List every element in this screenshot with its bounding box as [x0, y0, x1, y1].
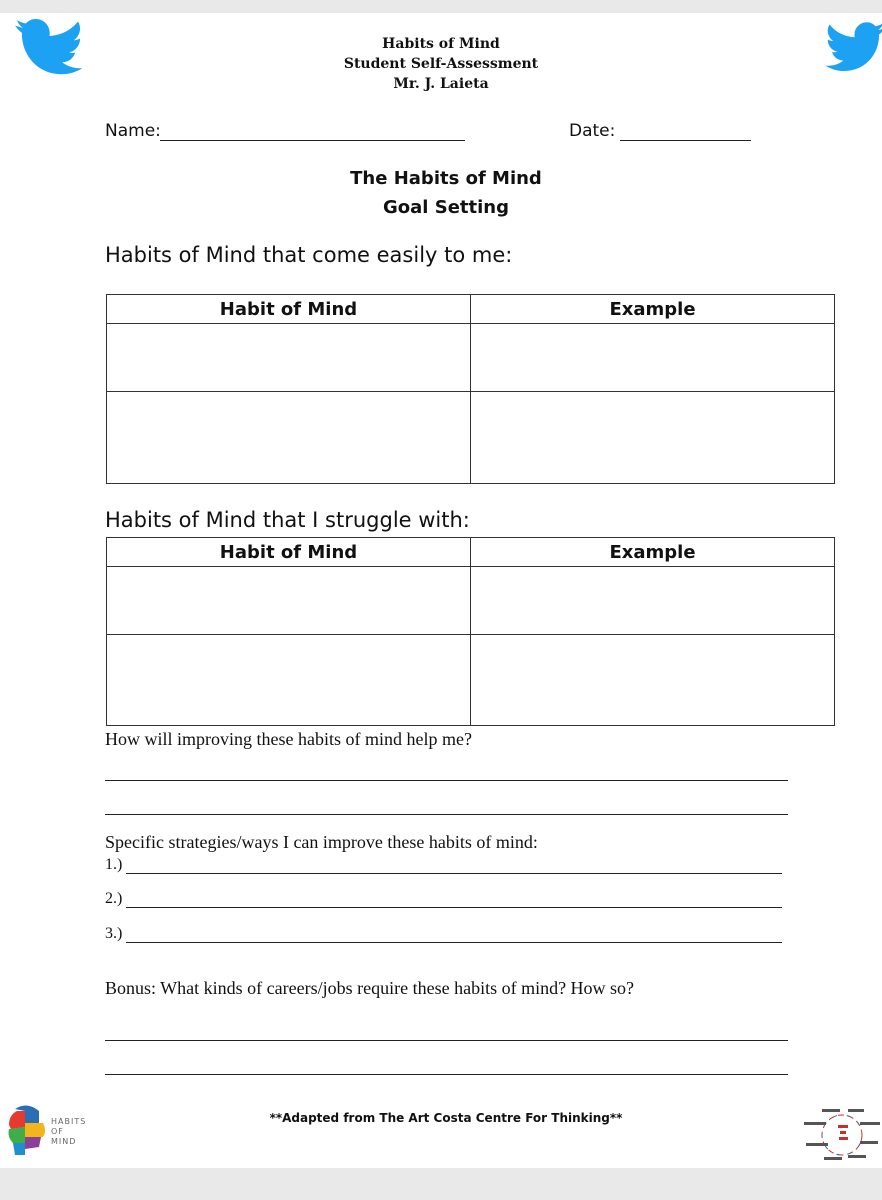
table-header-habit: Habit of Mind — [107, 295, 471, 324]
worksheet-page — [0, 13, 882, 1168]
strategy-number: 2.) — [105, 890, 123, 907]
date-line[interactable] — [620, 140, 751, 141]
section-easy-title: Habits of Mind that come easily to me: — [105, 243, 513, 267]
section-struggle-title: Habits of Mind that I struggle with: — [105, 508, 470, 532]
goal-title: The Habits of Mind — [350, 168, 542, 189]
strategy-line[interactable] — [126, 873, 782, 874]
strategy-line[interactable] — [126, 907, 782, 908]
bonus-question: Bonus: What kinds of careers/jobs require these habits of mind? How so? — [105, 978, 635, 998]
table-cell[interactable] — [471, 324, 835, 392]
goal-subtitle: Goal Setting — [383, 197, 509, 218]
struggle-habits-table — [106, 537, 835, 726]
logo-text: MIND — [51, 1137, 77, 1146]
habits-of-mind-logo — [5, 1103, 100, 1159]
table-cell[interactable] — [107, 567, 471, 635]
header-title: Habits of Mind — [382, 36, 500, 52]
logo-text: OF — [51, 1127, 64, 1136]
name-label: Name: — [105, 121, 161, 141]
answer-line[interactable] — [105, 814, 788, 815]
name-line[interactable] — [160, 140, 465, 141]
strategy-number: 1.) — [105, 856, 123, 873]
table-header-example: Example — [471, 538, 835, 567]
header-teacher: Mr. J. Laieta — [393, 76, 489, 92]
puzzle-head-icon — [5, 1103, 49, 1157]
answer-line[interactable] — [105, 1074, 788, 1075]
table-cell[interactable] — [471, 635, 835, 726]
table-header-example: Example — [471, 295, 835, 324]
table-cell[interactable] — [471, 567, 835, 635]
strategies-prompt: Specific strategies/ways I can improve these habits of mind: — [105, 832, 538, 852]
date-label: Date: — [569, 121, 616, 141]
table-cell[interactable] — [107, 324, 471, 392]
answer-line[interactable] — [105, 1040, 788, 1041]
easy-habits-table — [106, 294, 835, 484]
footer-credit: **Adapted from The Art Costa Centre For Thinking** — [269, 1111, 623, 1125]
table-cell[interactable] — [471, 392, 835, 484]
improvement-question: How will improving these habits of mind help me? — [105, 729, 472, 749]
table-cell[interactable] — [107, 392, 471, 484]
habits-circle-diagram-icon — [802, 1107, 882, 1163]
header-subtitle: Student Self-Assessment — [343, 56, 539, 72]
answer-line[interactable] — [105, 780, 788, 781]
logo-text: HABITS — [51, 1117, 87, 1126]
strategy-line[interactable] — [126, 942, 782, 943]
table-header-habit: Habit of Mind — [107, 538, 471, 567]
table-cell[interactable] — [107, 635, 471, 726]
strategy-number: 3.) — [105, 925, 123, 942]
